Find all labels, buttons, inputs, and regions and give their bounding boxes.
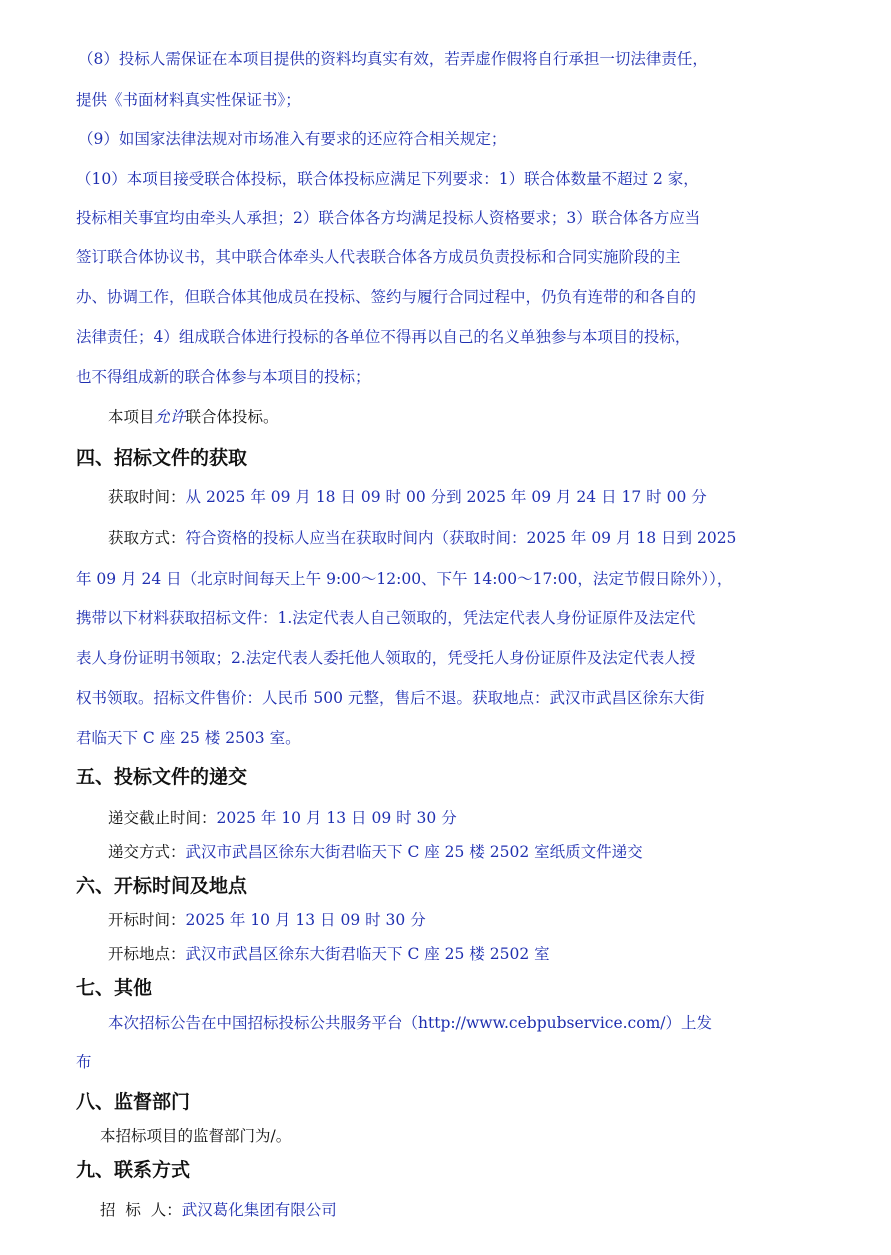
consortium-suffix: 联合体投标。 bbox=[185, 408, 279, 426]
opening-time-value: 2025 年 10 月 13 日 09 时 30 分 bbox=[185, 911, 426, 929]
acquire-method-line-6: 君临天下 C 座 25 楼 2503 室。 bbox=[76, 729, 301, 747]
submit-deadline-value: 2025 年 10 月 13 日 09 时 30 分 bbox=[216, 809, 457, 827]
opening-time-row bbox=[108, 909, 426, 931]
submit-deadline-label: 递交截止时间： bbox=[108, 809, 217, 827]
opening-place-row bbox=[108, 943, 550, 965]
item-10-line-5: 法律责任；4）组成联合体进行投标的各单位不得再以自己的名义单独参与本项目的投标， bbox=[76, 328, 691, 346]
item-8-line-1: （8）投标人需保证在本项目提供的资料均真实有效，若弄虚作假将自行承担一切法律责任， bbox=[78, 50, 708, 68]
tenderer-value: 武汉葛化集团有限公司 bbox=[181, 1201, 337, 1219]
item-10-line-6: 也不得组成新的联合体参与本项目的投标； bbox=[76, 368, 371, 386]
acquire-time-row bbox=[108, 486, 707, 508]
tenderer-label: 招 标 人： bbox=[100, 1201, 182, 1219]
item-10-line-2: 投标相关事宜均由牵头人承担；2）联合体各方均满足投标人资格要求；3）联合体各方应当 bbox=[76, 209, 701, 227]
tenderer-row bbox=[100, 1199, 337, 1221]
submit-method-row bbox=[108, 841, 643, 863]
item-10-line-4: 办、协调工作，但联合体其他成员在投标、签约与履行合同过程中，仍负有连带的和各自的 bbox=[76, 288, 697, 306]
acquire-method-line-4: 表人身份证明书领取；2.法定代表人委托他人领取的，凭受托人身份证原件及法定代表人授 bbox=[76, 649, 696, 667]
item-10-line-3: 签订联合体协议书，其中联合体牵头人代表联合体各方成员负责投标和合同实施阶段的主 bbox=[76, 248, 681, 266]
acquire-time-value: 从 2025 年 09 月 18 日 09 时 00 分到 2025 年 09 月 24 日 17 时 00 分 bbox=[185, 488, 707, 506]
acquire-method-line-1: 符合资格的投标人应当在获取时间内（获取时间：2025 年 09 月 18 日到 2025 bbox=[185, 529, 737, 547]
acquire-method-line-2: 年 09 月 24 日（北京时间每天上午 9:00～12:00、下午 14:00～17:00，法定节假日除外））， bbox=[76, 570, 733, 588]
acquire-method-row bbox=[108, 527, 736, 549]
acquire-method-label: 获取方式： bbox=[108, 529, 186, 547]
acquire-method-line-5: 权书领取。招标文件售价：人民币 500 元整，售后不退。获取地点：武汉市武昌区徐东大街 bbox=[76, 689, 705, 707]
section-8-heading: 八、监督部门 bbox=[76, 1091, 191, 1113]
other-line-2: 布 bbox=[76, 1053, 92, 1071]
item-8-line-2: 提供《书面材料真实性保证书》； bbox=[76, 91, 301, 109]
opening-place-label: 开标地点： bbox=[108, 945, 186, 963]
section-6-heading: 六、开标时间及地点 bbox=[76, 875, 248, 897]
item-10-line-1: （10）本项目接受联合体投标，联合体投标应满足下列要求：1）联合体数量不超过 2 家， bbox=[76, 170, 699, 188]
acquire-method-line-3: 携带以下材料获取招标文件：1.法定代表人自己领取的，凭法定代表人身份证原件及法定代 bbox=[76, 609, 696, 627]
consortium-prefix: 本项目 bbox=[108, 408, 155, 426]
consortium-statement bbox=[108, 406, 279, 428]
submit-method-label: 递交方式： bbox=[108, 843, 186, 861]
section-9-heading: 九、联系方式 bbox=[76, 1159, 191, 1181]
section-5-heading: 五、投标文件的递交 bbox=[76, 766, 248, 788]
submit-method-value: 武汉市武昌区徐东大街君临天下 C 座 25 楼 2502 室纸质文件递交 bbox=[185, 843, 643, 861]
supervision-text: 本招标项目的监督部门为/。 bbox=[100, 1127, 292, 1145]
submit-deadline-row bbox=[108, 807, 457, 829]
acquire-time-label: 获取时间： bbox=[108, 488, 186, 506]
opening-place-value: 武汉市武昌区徐东大街君临天下 C 座 25 楼 2502 室 bbox=[185, 945, 550, 963]
section-4-heading: 四、招标文件的获取 bbox=[76, 447, 248, 469]
opening-time-label: 开标时间： bbox=[108, 911, 186, 929]
section-7-heading: 七、其他 bbox=[76, 977, 153, 999]
other-line-1: 本次招标公告在中国招标投标公共服务平台（http://www.cebpubservice.com/）上发 bbox=[108, 1014, 712, 1032]
item-9: （9）如国家法律法规对市场准入有要求的还应符合相关规定； bbox=[78, 130, 507, 148]
consortium-value: 允许 bbox=[154, 408, 186, 426]
